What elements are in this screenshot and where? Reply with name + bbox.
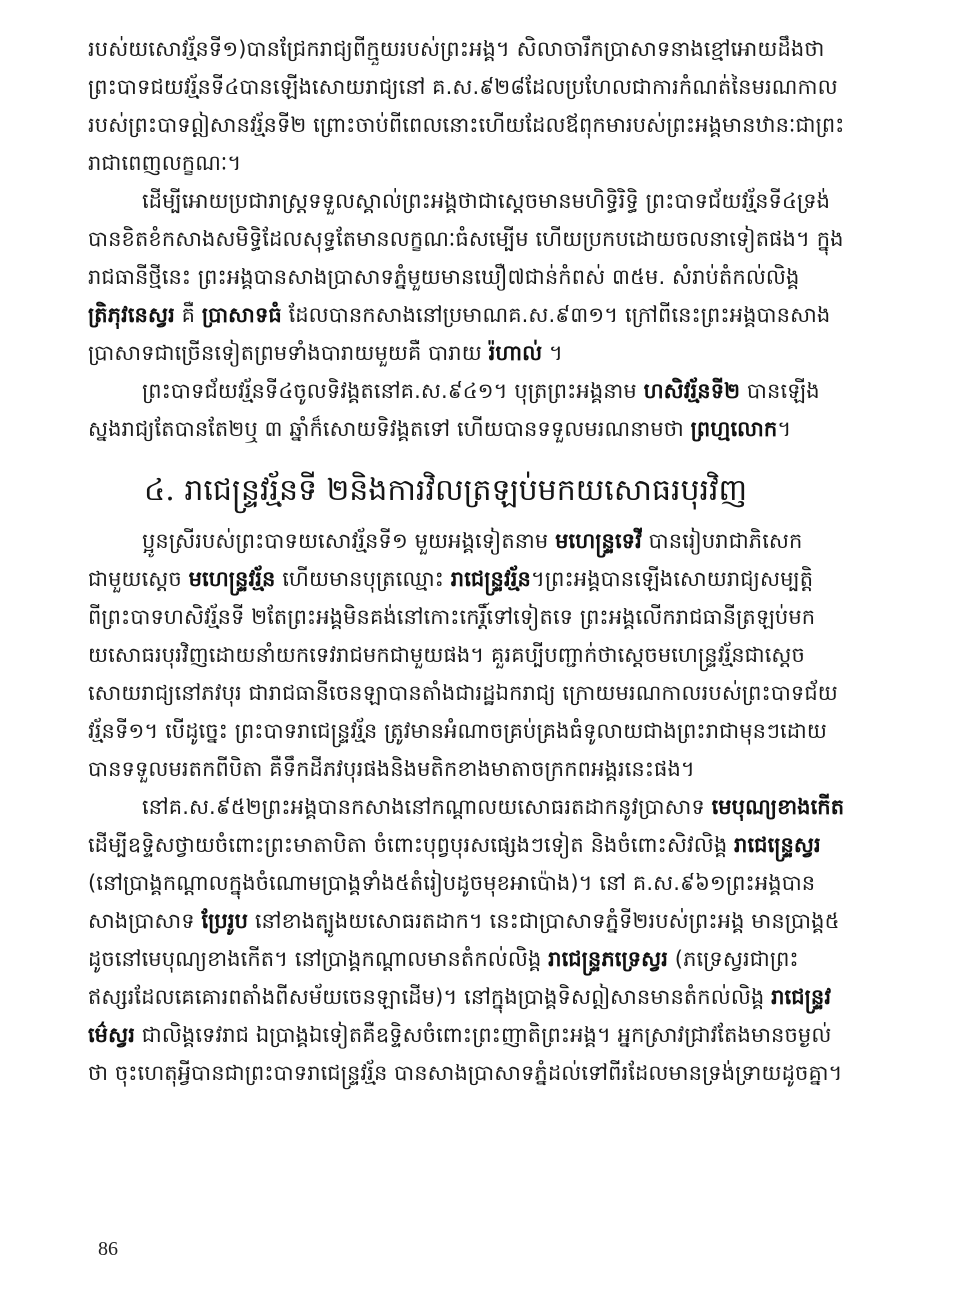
bold-term: ប្រែរូប (201, 909, 249, 933)
text-line: ត្រិភុវនេស្វរ គឺ ប្រាសាទធំ ដែលបានកសាងនៅប្រមាណគ.ស.៩៣១។ ក្រៅពីនេះព្រះអង្គបានសាង (88, 303, 831, 327)
bold-term: រាជេន្ទ្រវ (771, 985, 832, 1009)
text-line: របស់យសោវរ្ម័នទី១)បានជ្រែករាជ្យពីក្មួយរបស់ព្រះអង្គ។ សិលាចារឹកប្រាសាទនាងខ្មៅអោយដឹងថា (88, 37, 825, 61)
text-line: ដើម្បីឧទ្ទិសថ្វាយចំពោះព្រះមាតាបិតា ចំពោះបុព្វបុរសផ្សេងៗទៀត និងចំពោះសិវលិង្គ រាជេន្ទ្រេស្វរ (88, 833, 821, 857)
bold-term: រាជេន្ទ្រេស្វរ (734, 833, 821, 857)
text-line: ដើម្បីអោយប្រជារាស្ត្រទទួលស្គាល់ព្រះអង្គថាជាស្ដេចមានមហិទ្ធិរិទ្ធិ ព្រះបាទជ័យវរ្ម័នទី៤ទ្រង់ (142, 189, 831, 213)
text-line: សោយរាជ្យនៅភវបុរ ជារាជធានីចេនឡាបានតាំងជារដ្ឋឯករាជ្យ ក្រោយមរណកាលរបស់ព្រះបាទជ័យ (88, 681, 838, 705)
text-line: ពីព្រះបាទហសិវរ្ម័នទី ២តែព្រះអង្គមិនគង់នៅកោះកេរ្តិ៍ទៅទៀតទេ ព្រះអង្គលើករាជធានីត្រឡប់មក (88, 605, 816, 629)
text-line: ព្រះបាទជយវរ្ម័នទី៤បានឡើងសោយរាជ្យនៅ គ.ស.៩២៨ដែលប្រហែលជាការកំណត់នៃមរណកាល (88, 75, 838, 99)
text-line: រាជធានីថ្មីនេះ ព្រះអង្គបានសាងប្រាសាទភ្នំមួយមានឃឿ៧ជាន់កំពស់ ៣៥ម. សំរាប់តំកល់លិង្គ (88, 265, 800, 289)
bold-term: មេបុណ្យខាងកើត (711, 795, 845, 819)
text-line: ជាមួយស្ដេច មហេន្ទ្រវរ្ម័ន ហើយមានបុត្រឈ្មោះ រាជេន្ទ្រវរ្ម័ន។ព្រះអង្គបានឡើងសោយរាជ្យសម្បត្តិ (88, 567, 814, 591)
bold-term: ព្រហ្មលោក (690, 417, 778, 441)
bold-term: រាជេន្ទ្រភទ្រេស្វរ (548, 947, 669, 971)
bold-term: ហសិវរ្ម័នទី២ (643, 379, 741, 403)
text-line: ប្អូនស្រីរបស់ព្រះបាទយសោវរ្ម័នទី១ មួយអង្គទៀតនាម មហេន្ទ្រទេវី បានរៀបរាជាភិសេក (142, 529, 803, 553)
text-line: ដូចនៅមេបុណ្យខាងកើត។ នៅប្រាង្គកណ្ដាលមានតំកល់លិង្គ រាជេន្ទ្រភទ្រេស្វរ (ភទ្រេស្វរជាព្រះ (88, 947, 799, 971)
text-line: បានទទួលមរតកពីបិតា គឺទឹកដីភវបុរផងនិងមតិកខាងមាតាចក្រកពអង្គរនេះផង។ (88, 757, 695, 781)
text-line: ប្រាសាទជាច្រើនទៀតព្រមទាំងបារាយមួយគឺ បារាយ រ៉ហាល់ ។ (88, 341, 563, 365)
text-line: ស្នងរាជ្យតែបានតែ២ឬ ៣ ឆ្នាំក៏សោយទិវង្គតទៅ ហើយបានទទួលមរណនាមថា ព្រហ្មលោក។ (88, 417, 792, 441)
paragraph-2 (88, 182, 888, 372)
bold-term: មហេន្ទ្រទេវី (555, 529, 642, 553)
text-line: ម៌េស្វរ ជាលិង្គទេវរាជ ឯប្រាង្គឯទៀតគឺឧទ្ទិសចំពោះព្រះញាតិព្រះអង្គ។ អ្នកស្រាវជ្រាវតែងមានចម្ងល់ (88, 1023, 832, 1047)
text-line: យសោធរបុរវិញដោយនាំយកទេវរាជមកជាមួយផង។ គួរគប្បីបញ្ជាក់ថាស្ដេចមហេន្ទ្រវរ្ម័នជាស្ដេច (88, 643, 805, 667)
text-line: ឥស្សរដែលគេគោរពតាំងពីសម័យចេនឡាដើម)។ នៅក្នុងប្រាង្គទិសឦសានមានតំកល់លិង្គ រាជេន្ទ្រវ (88, 985, 832, 1009)
text-line: រាជាពេញលក្ខណៈ។ (88, 151, 242, 175)
bold-term: មហេន្ទ្រវរ្ម័ន (188, 567, 276, 591)
page-content (88, 30, 888, 1092)
text-line: របស់ព្រះបាទឦសានវរ្ម័នទី២ ព្រោះចាប់ពីពេលនោះហើយដែលឪពុកមារបស់ព្រះអង្គមានឋានៈជាព្រះ (88, 113, 845, 137)
text-line: បានខិតខំកសាងសមិទ្ធិដែលសុទ្ធតែមានលក្ខណៈធំសម្បើម ហើយប្រកបដោយចលនាទៀតផង។ ក្នុង (88, 227, 844, 251)
paragraph-1 (88, 30, 888, 182)
paragraph-3 (88, 372, 888, 448)
bold-term: ប្រាសាទធំ (201, 303, 282, 327)
bold-term: រ៉ហាល់ (488, 341, 543, 365)
page-number: 86 (98, 1238, 118, 1260)
text-line: ព្រះបាទជ័យវរ្ម័នទី៤ចូលទិវង្គតនៅគ.ស.៩៤១។ បុត្រព្រះអង្គនាម ហសិវរ្ម័នទី២ បានឡើង (142, 379, 820, 403)
text-line: (នៅប្រាង្គកណ្ដាលក្នុងចំណោមប្រាង្គទាំង៥តំរៀបដូចមុខអាប៉ោង)។ នៅ គ.ស.៩៦១ព្រះអង្គបាន (88, 871, 816, 895)
paragraph-5 (88, 788, 888, 1092)
paragraph-4 (88, 522, 888, 788)
section-heading: ៤. រាជេន្ទ្រវរ្ម័នទី ២និងការវិលត្រឡប់មកយសោធរបុរវិញ (144, 473, 748, 508)
bold-term: ម៌េស្វរ (88, 1023, 135, 1047)
bold-term: រាជេន្ទ្រវរ្ម័ន (450, 567, 531, 591)
text-line: វរ្ម័នទី១។ បើដូច្នេះ ព្រះបាទរាជេន្ទ្រវរ្ម័ន ត្រូវមានអំណាចគ្រប់គ្រងធំទូលាយជាងព្រះរាជាមុនៗដោយ (88, 719, 827, 743)
text-line: ថា ចុះហេតុអ្វីបានជាព្រះបាទរាជេន្ទ្រវរ្ម័ន បានសាងប្រាសាទភ្នំដល់ទៅពីរដែលមានទ្រង់ទ្រាយដូចគ្នា។ (88, 1061, 843, 1085)
text-line: នៅគ.ស.៩៥២ព្រះអង្គបានកសាងនៅកណ្ដាលយសោធរតដាកនូវប្រាសាទ មេបុណ្យខាងកើត (142, 795, 845, 819)
bold-term: ត្រិភុវនេស្វរ (88, 303, 175, 327)
text-line: សាងប្រាសាទ ប្រែរូប នៅខាងត្បូងយសោធរតដាក។ នេះជាប្រាសាទភ្នំទី២របស់ព្រះអង្គ មានប្រាង្គ៥ (88, 909, 840, 933)
